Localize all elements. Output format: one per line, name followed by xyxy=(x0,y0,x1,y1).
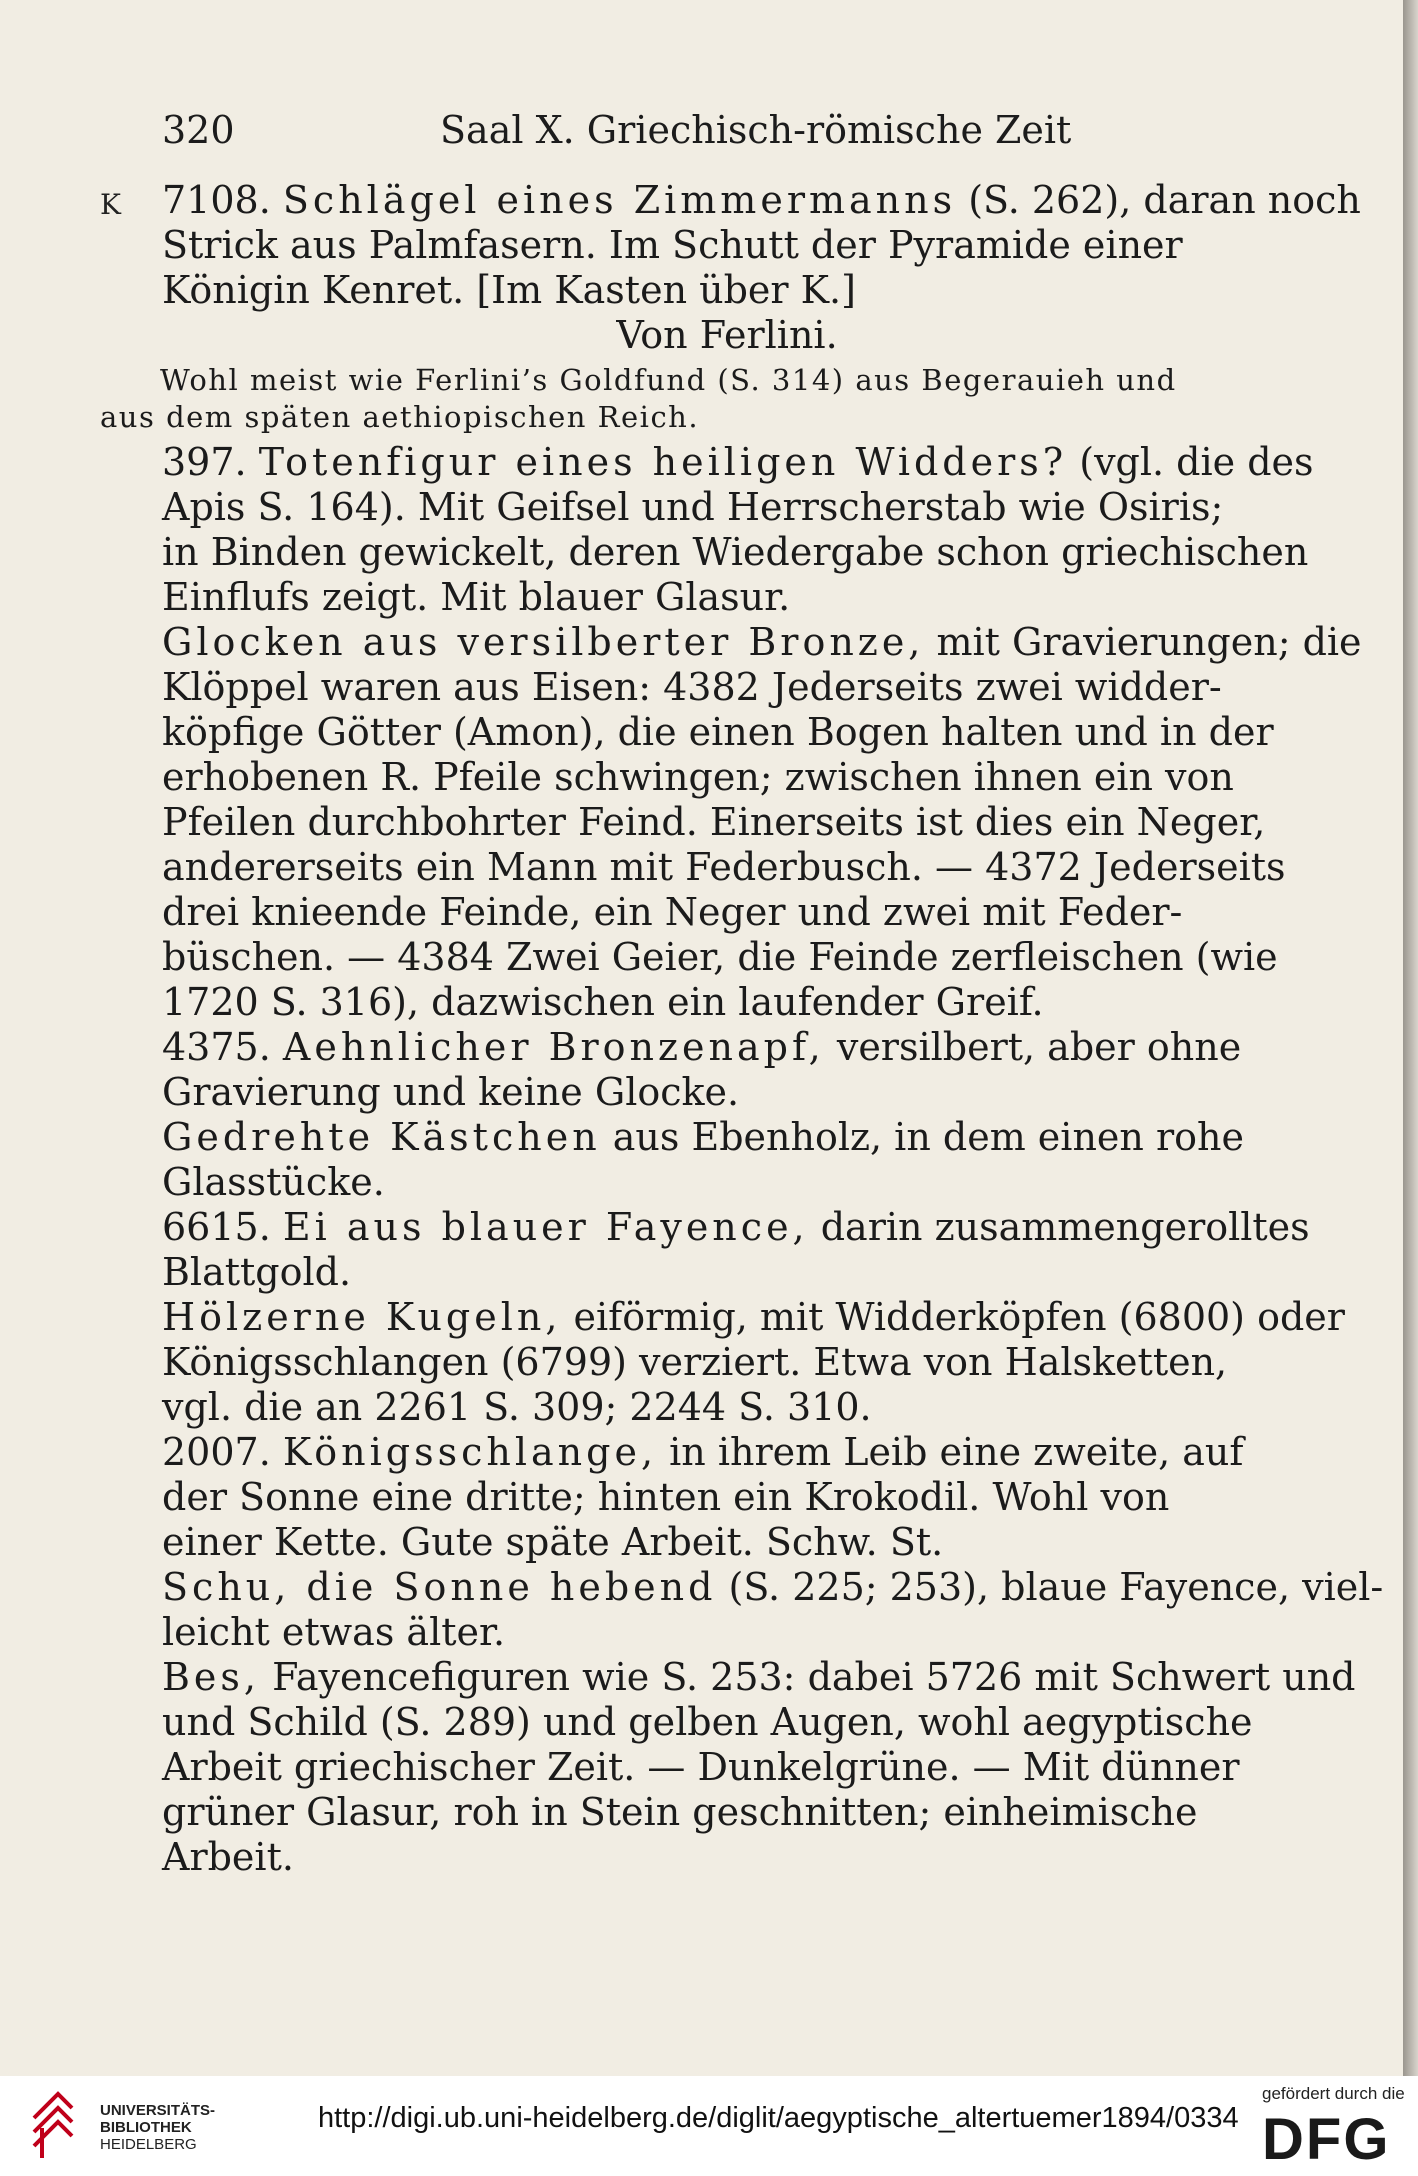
entry-first-line xyxy=(162,620,1362,665)
entry-title: Schu, die Sonne hebend xyxy=(162,1565,717,1609)
catalog-entry xyxy=(162,1025,1292,1115)
entry-line: der Sonne eine dritte; hinten ein Krokodil. Wohl von xyxy=(162,1475,1170,1519)
university-library-logo xyxy=(28,2088,88,2164)
entry-title: Ei aus blauer Fayence, xyxy=(282,1205,809,1249)
entry-first-line xyxy=(162,178,1361,223)
entry-line: Gravierung und keine Glocke. xyxy=(162,1070,740,1114)
catalog-number: 7108. xyxy=(162,178,271,222)
entry-first-line xyxy=(162,1205,1310,1250)
entry-first-line xyxy=(162,1565,1384,1610)
entry-text: versilbert, aber ohne xyxy=(824,1025,1242,1069)
page-edge xyxy=(1403,0,1418,2076)
entry-text: darin zusammengerolltes xyxy=(808,1205,1310,1249)
entry-text: (vgl. die des xyxy=(1067,440,1314,484)
entry-first-line xyxy=(162,1430,1292,1475)
entry-text: in ihrem Leib eine zweite, auf xyxy=(657,1430,1244,1474)
entry-line: Königin Kenret. [Im Kasten über K.] xyxy=(162,268,856,312)
library-line: HEIDELBERG xyxy=(100,2136,197,2153)
entry-line: 1720 S. 316), dazwischen ein laufender Greif. xyxy=(162,980,1044,1024)
entry-line: Blattgold. xyxy=(162,1250,352,1294)
library-line: UNIVERSITÄTS- xyxy=(100,2102,216,2119)
entry-first-line xyxy=(162,1655,1356,1700)
entry-line: leicht etwas älter. xyxy=(162,1610,506,1654)
entry-line: vgl. die an 2261 S. 309; 2244 S. 310. xyxy=(162,1385,872,1429)
entry-line: grüner Glasur, roh in Stein geschnitten; einheimische xyxy=(162,1790,1198,1834)
entry-text: (S. 262), daran noch xyxy=(956,178,1361,222)
entry-first-line xyxy=(162,1295,1345,1340)
entry-line: Einflufs zeigt. Mit blauer Glasur. xyxy=(162,575,791,619)
entry-line: drei knieende Feinde, ein Neger und zwei mit Feder- xyxy=(162,890,1183,934)
page-body xyxy=(100,178,1384,1880)
catalog-entry xyxy=(162,620,1362,1025)
page-number: 320 xyxy=(162,108,235,152)
entry-text: Fayencefiguren wie S. 253: dabei 5726 mit Schwert und xyxy=(260,1655,1356,1699)
small-print-note xyxy=(100,362,1290,436)
catalog-entry xyxy=(162,1205,1310,1295)
entry-line: Strick aus Palmfasern. Im Schutt der Pyramide einer xyxy=(162,223,1183,267)
entry-text: mit Gravierungen; die xyxy=(924,620,1362,664)
note-line: Wohl meist wie Ferlini’s Goldfund (S. 314) aus Begerauieh und xyxy=(160,363,1177,397)
entry-text: aus Ebenholz, in dem einen rohe xyxy=(600,1115,1244,1159)
entry-line: köpfige Götter (Amon), die einen Bogen halten und in der xyxy=(162,710,1274,754)
catalog-number: 2007. xyxy=(162,1430,271,1474)
entry-line: Pfeilen durchbohrter Feind. Einerseits ist dies ein Neger, xyxy=(162,800,1266,844)
catalog-entry xyxy=(162,440,1314,620)
entry-title: Aehnlicher Bronzenapf, xyxy=(282,1025,825,1069)
entry-line: und Schild (S. 289) und gelben Augen, wohl aegyptische xyxy=(162,1700,1253,1744)
entry-line: büschen. — 4384 Zwei Geier, die Feinde zerfleischen (wie xyxy=(162,935,1278,979)
dfg-logo: DFG xyxy=(1262,2107,1391,2172)
entry-line: Arbeit. xyxy=(162,1835,294,1879)
entry-title: Glocken aus versilberter Bronze, xyxy=(162,620,925,664)
entry-line: Klöppel waren aus Eisen: 4382 Jederseits zwei widder- xyxy=(162,665,1222,709)
funder-caption: gefördert durch die xyxy=(1262,2084,1405,2103)
note-line: aus dem späten aethiopischen Reich. xyxy=(100,400,700,434)
catalog-entry xyxy=(162,178,1361,313)
running-title: Saal X. Griechisch-römische Zeit xyxy=(440,108,1072,152)
catalog-entry xyxy=(162,1655,1356,1880)
entry-text: eiförmig, mit Widderköpfen (6800) oder xyxy=(561,1295,1345,1339)
entry-text: (S. 225; 253), blaue Fayence, viel- xyxy=(716,1565,1384,1609)
entry-line: Königsschlangen (6799) verziert. Etwa von Halsketten, xyxy=(162,1340,1228,1384)
entry-line: Apis S. 164). Mit Geifsel und Herrscherstab wie Osiris; xyxy=(162,485,1224,529)
entry-title: Gedrehte Kästchen xyxy=(162,1115,601,1159)
library-line: BIBLIOTHEK xyxy=(100,2119,192,2136)
entry-title: Bes, xyxy=(162,1655,260,1699)
catalog-number: 4375. xyxy=(162,1025,271,1069)
provenance-line: Von Ferlini. xyxy=(616,313,838,357)
catalog-number: 397. xyxy=(162,440,247,484)
catalog-entry xyxy=(162,1565,1384,1655)
catalog-number: 6615. xyxy=(162,1205,271,1249)
catalog-entry xyxy=(162,1295,1345,1430)
entry-line: Glasstücke. xyxy=(162,1160,385,1204)
margin-marker: K xyxy=(100,188,121,221)
catalog-entry xyxy=(162,1430,1292,1565)
library-name xyxy=(100,2102,215,2153)
entry-title: Schlägel eines Zimmermanns xyxy=(282,178,957,222)
entry-line: Arbeit griechischer Zeit. — Dunkelgrüne. — Mit dünner xyxy=(162,1745,1240,1789)
entry-title: Totenfigur eines heiligen Widders? xyxy=(258,440,1068,484)
entry-line: erhobenen R. Pfeile schwingen; zwischen ihnen ein von xyxy=(162,755,1234,799)
catalog-entry xyxy=(162,1115,1292,1205)
entry-first-line xyxy=(162,440,1314,485)
entry-line: in Binden gewickelt, deren Wiedergabe schon griechischen xyxy=(162,530,1309,574)
entry-line: andererseits ein Mann mit Federbusch. — 4372 Jederseits xyxy=(162,845,1286,889)
entry-title: Hölzerne Kugeln, xyxy=(162,1295,562,1339)
entry-line: einer Kette. Gute späte Arbeit. Schw. St. xyxy=(162,1520,944,1564)
entry-title: Königsschlange, xyxy=(282,1430,658,1474)
entry-first-line xyxy=(162,1025,1292,1070)
source-url[interactable]: http://digi.ub.uni-heidelberg.de/diglit/aegyptische_altertuemer1894/0334 xyxy=(318,2102,1239,2134)
footer-bar xyxy=(0,2076,1418,2176)
entry-first-line xyxy=(162,1115,1292,1160)
